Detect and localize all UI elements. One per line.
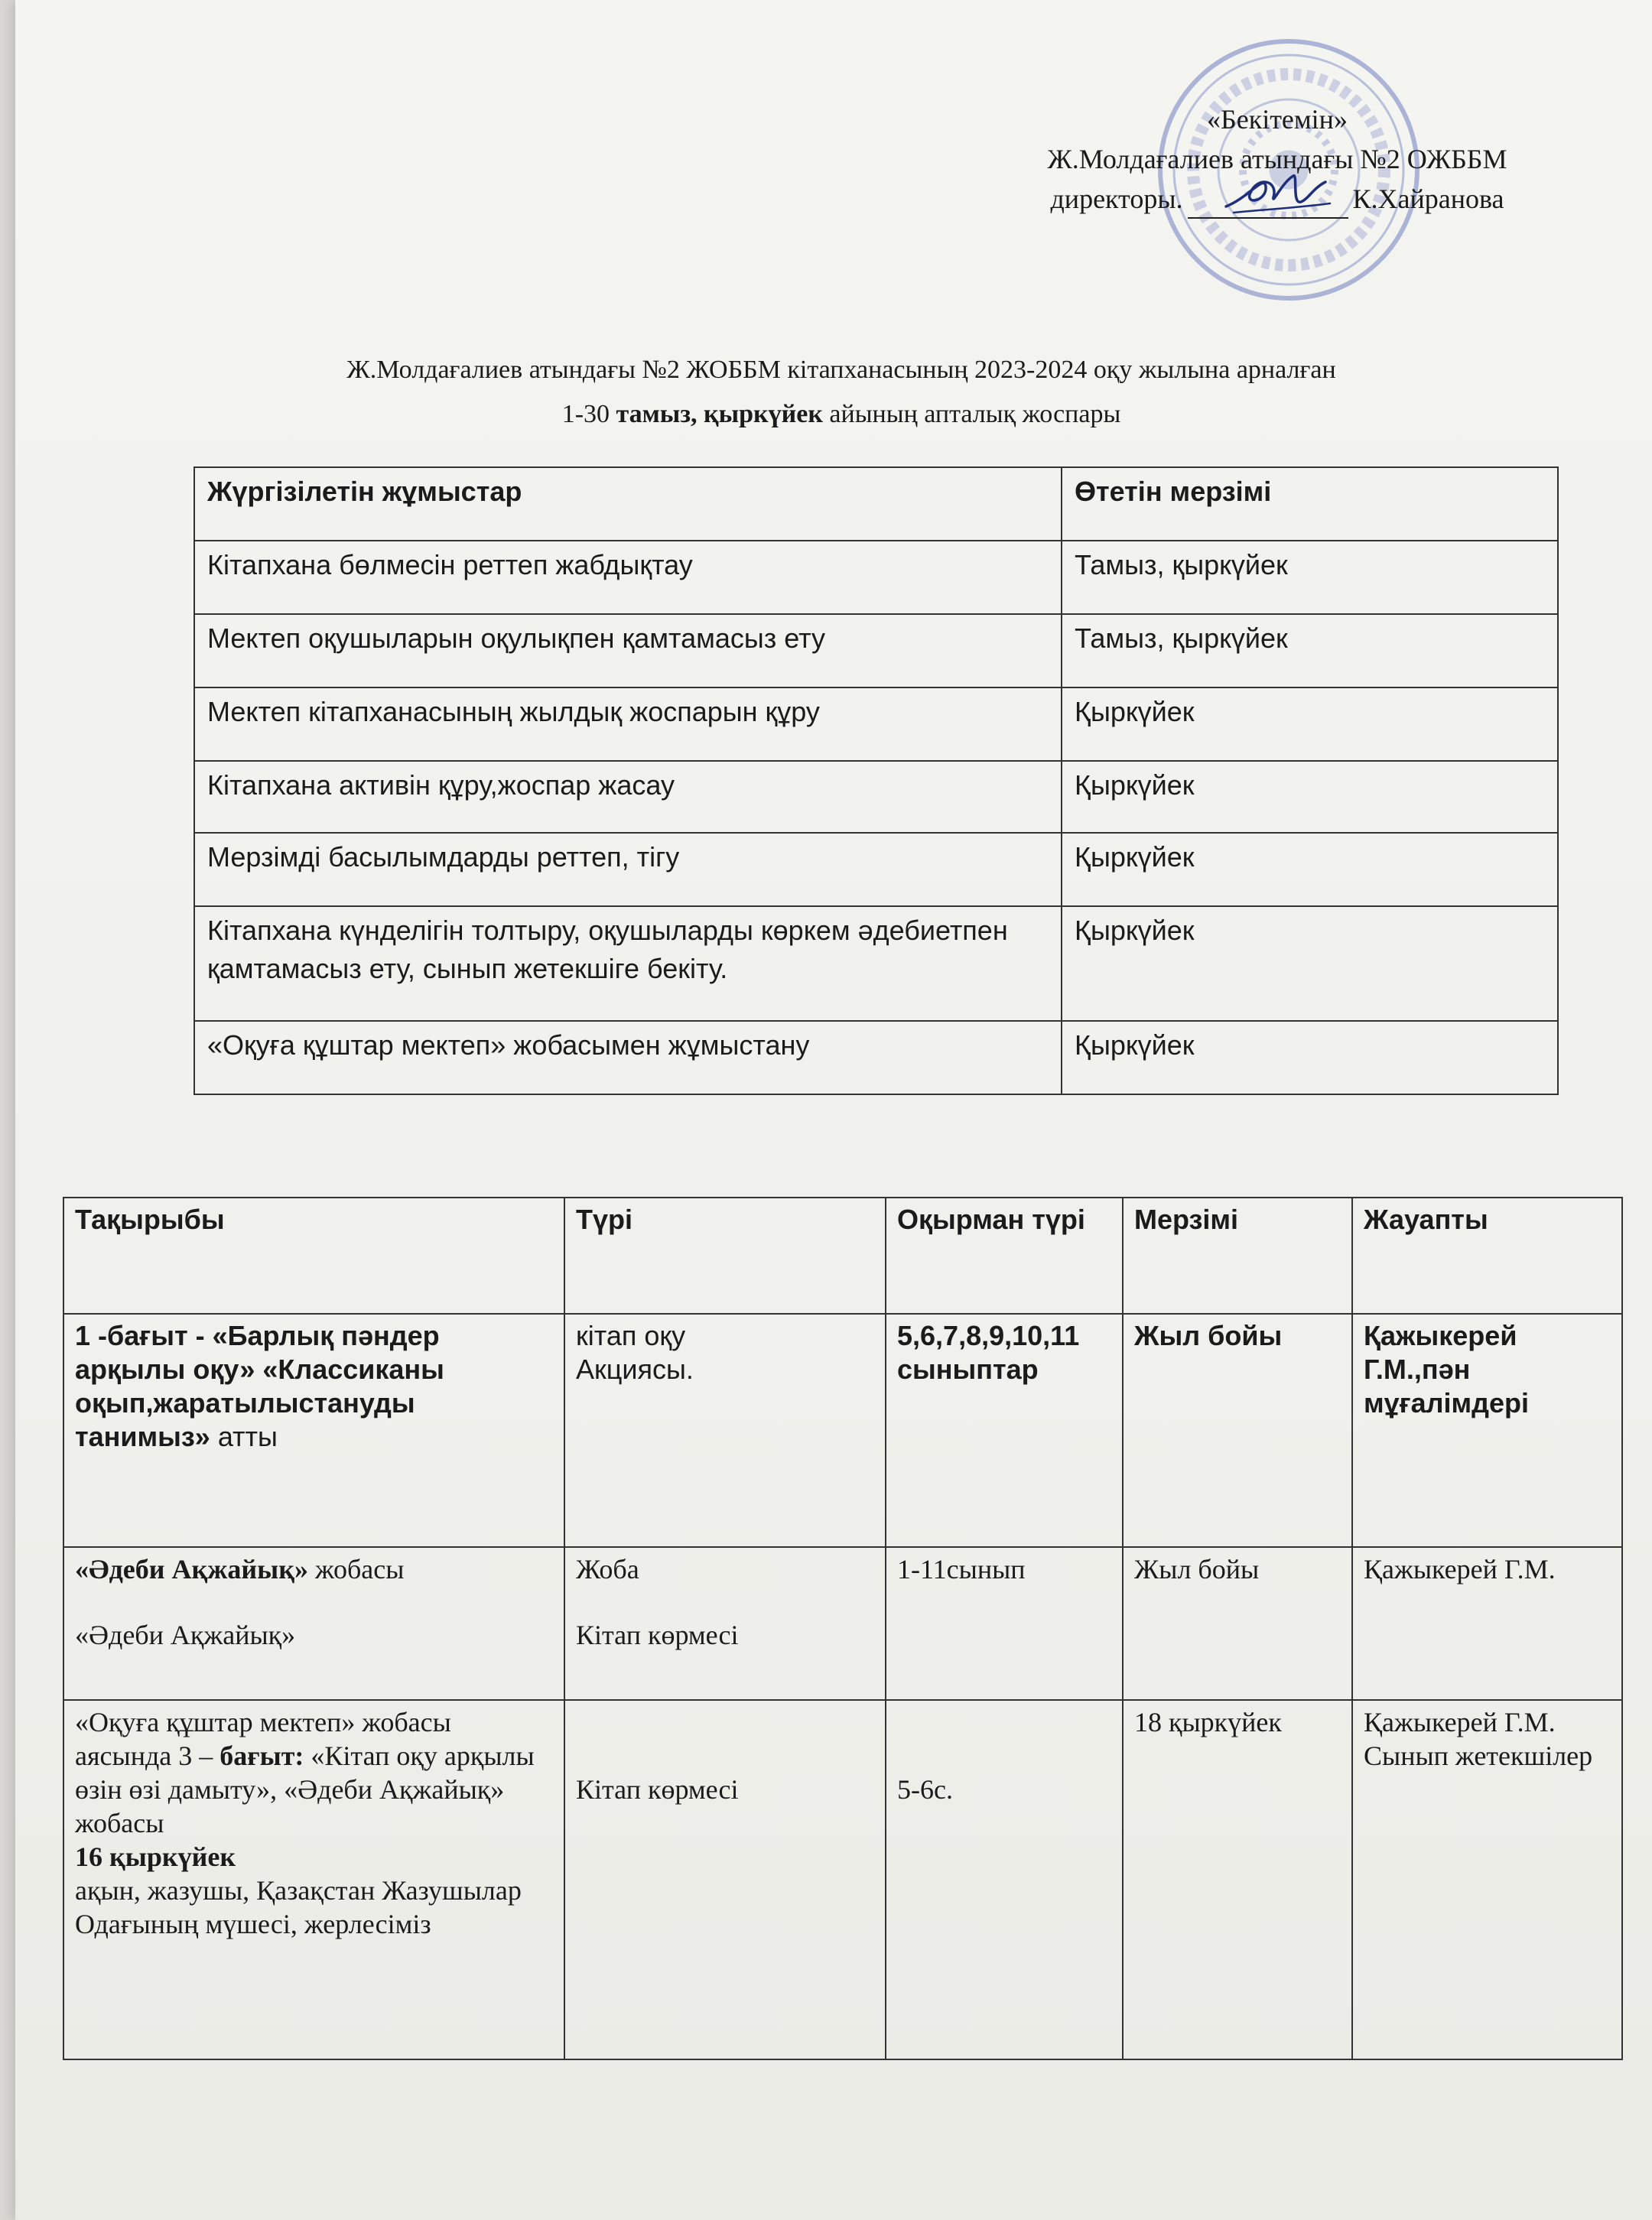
table-row [194, 1021, 1558, 1094]
deadline-cell: Тамыз, қыркүйек [1062, 541, 1558, 614]
responsible-line: Қажыкерей Г.М. [1364, 1707, 1556, 1737]
type-line: Акциясы. [576, 1354, 694, 1385]
topic-text: «Кітап оқу арқылы өзін өзі дамыту», «Әдеби Ақжайық» жобасы [75, 1741, 535, 1838]
work-cell: Кітапхана күнделігін толтыру, оқушыларды көркем әдебиетпен қамтамасыз ету, сынып жетекшіге бекіту. [194, 906, 1062, 1021]
approval-block [1002, 99, 1553, 219]
plan-title [115, 348, 1568, 437]
topic-cell [63, 1547, 564, 1700]
header-deadline: Өтетін мерзімі [1062, 467, 1558, 541]
events-table [63, 1197, 1623, 2060]
deadline-cell: Қыркүйек [1062, 906, 1558, 1021]
header-type: Түрі [564, 1198, 886, 1314]
table-row [194, 614, 1558, 687]
deadline-cell: Қыркүйек [1062, 1021, 1558, 1094]
date-cell: Жыл бойы [1123, 1314, 1352, 1547]
responsible-cell [1352, 1700, 1622, 2059]
topic-bold-text: бағыт: [220, 1741, 304, 1771]
reader-cell: 1-11сынып [886, 1547, 1123, 1700]
work-cell: Мерзімді басылымдарды реттеп, тігу [194, 833, 1062, 906]
date-cell: Жыл бойы [1123, 1547, 1352, 1700]
plan-title-line1: Ж.Молдағалиев атындағы №2 ЖОББМ кітапханасының 2023-2024 оқу жылына арналған [346, 356, 1336, 384]
deadline-cell: Тамыз, қыркүйек [1062, 614, 1558, 687]
work-cell: Кітапхана бөлмесін реттеп жабдықтау [194, 541, 1062, 614]
type-line: Жоба [576, 1554, 639, 1585]
topic-line: «Әдеби Ақжайық» [75, 1620, 296, 1650]
topic-tail-text: атты [210, 1421, 278, 1452]
table-row [63, 1314, 1622, 1547]
approval-signature-line [1002, 179, 1553, 219]
table-row [194, 761, 1558, 833]
topic-text: ақын, жазушы, Қазақстан Жазушылар Одағының мүшесі, жерлесіміз [75, 1875, 522, 1939]
title-suffix: айының апталық жоспары [822, 400, 1121, 428]
deadline-cell: Қыркүйек [1062, 687, 1558, 761]
topic-bold-text: «Әдеби Ақжайық» [75, 1554, 308, 1585]
work-cell: Кітапхана активін құру,жоспар жасау [194, 761, 1062, 833]
table-header-row [63, 1198, 1622, 1314]
header-responsible: Жауапты [1352, 1198, 1622, 1314]
approval-director-name: К.Хайранова [1352, 184, 1504, 214]
approval-heading: «Бекітемін» [1207, 104, 1348, 135]
topic-cell [63, 1700, 564, 2059]
header-date: Мерзімі [1123, 1198, 1352, 1314]
plan-title-line2 [115, 392, 1568, 437]
title-months: тамыз, қыркүйек [616, 400, 823, 428]
type-cell [564, 1314, 886, 1547]
responsible-cell: Қажыкерей Г.М. [1352, 1547, 1622, 1700]
type-cell [564, 1700, 886, 2059]
work-cell: Мектеп оқушыларын оқулықпен қамтамасыз ету [194, 614, 1062, 687]
responsible-line: Сынып жетекшілер [1364, 1741, 1593, 1771]
type-cell [564, 1547, 886, 1700]
document-page [15, 0, 1652, 2220]
reader-cell: 5,6,7,8,9,10,11 сыныптар [886, 1314, 1123, 1547]
header-works: Жүргізілетін жұмыстар [194, 467, 1062, 541]
handwritten-signature [1218, 159, 1333, 220]
work-cell: «Оқуға құштар мектеп» жобасымен жұмыстану [194, 1021, 1062, 1094]
approval-school: Ж.Молдағалиев атындағы №2 ОЖББМ [1047, 144, 1507, 174]
type-text: Кітап көрмесі [576, 1774, 739, 1805]
reader-cell [886, 1700, 1123, 2059]
topic-cell [63, 1314, 564, 1547]
topic-bold-date: 16 қыркүйек [75, 1841, 236, 1872]
table-row [194, 833, 1558, 906]
type-line: Кітап көрмесі [576, 1620, 739, 1650]
deadline-cell: Қыркүйек [1062, 761, 1558, 833]
title-date-range: 1-30 [561, 400, 616, 428]
date-cell: 18 қыркүйек [1123, 1700, 1352, 2059]
table-row [194, 906, 1558, 1021]
table-row [63, 1700, 1622, 2059]
signature-blank [1188, 187, 1348, 219]
header-topic: Тақырыбы [63, 1198, 564, 1314]
topic-text: «Оқуға құштар мектеп» жобасы аясында 3 – [75, 1707, 451, 1771]
work-cell: Мектеп кітапханасының жылдық жоспарын құру [194, 687, 1062, 761]
works-table [193, 466, 1559, 1095]
type-line: кітап оқу [576, 1320, 686, 1351]
topic-bold-text: 1 -бағыт - «Барлық пәндер арқылы оқу» «Классиканы оқып,жаратылыстануды танимыз» [75, 1320, 444, 1452]
table-row [194, 687, 1558, 761]
deadline-cell: Қыркүйек [1062, 833, 1558, 906]
reader-text: 5-6с. [897, 1774, 953, 1805]
table-row [63, 1547, 1622, 1700]
responsible-cell: Қажыкерей Г.М.,пән мұғалімдері [1352, 1314, 1622, 1547]
approval-position: директоры. [1050, 184, 1183, 214]
table-row [194, 541, 1558, 614]
topic-tail-text: жобасы [307, 1554, 405, 1585]
header-reader: Оқырман түрі [886, 1198, 1123, 1314]
table-header-row [194, 467, 1558, 541]
